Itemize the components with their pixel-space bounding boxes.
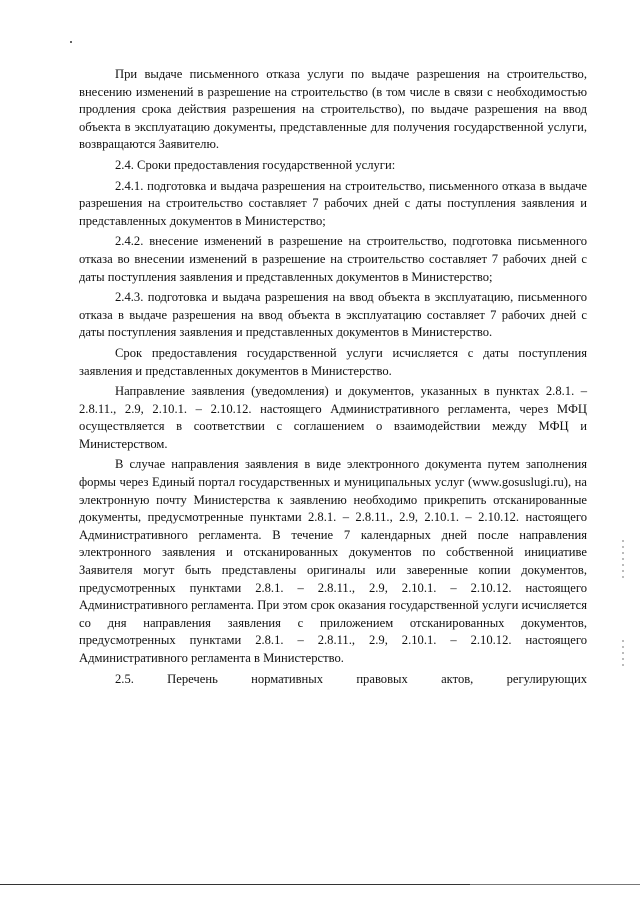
paragraph-2-4-3: 2.4.3. подготовка и выдача разрешения на ввод объекта в эксплуатацию, письменного отказа в выдаче разрешения на ввод объекта в эксплуатацию составляет 7 рабочих дней с даты поступления заявления и представленных документов в Министерство. bbox=[79, 290, 587, 340]
section-2-4-heading: 2.4. Сроки предоставления государственной услуги: bbox=[115, 157, 396, 172]
paragraph-2-4-1: 2.4.1. подготовка и выдача разрешения на строительство, письменного отказа в выдаче разрешения на строительство составляет 7 рабочих дней с даты поступления заявления и представленных документов в Министерство; bbox=[79, 178, 587, 228]
paragraph-return-documents: При выдаче письменного отказа услуги по выдаче разрешения на строительство, внесению изменений в разрешение на строительство (в том числе в связи с необходимостью продления срока действия разрешения на строительство), по выдаче разрешения на ввод объекта в эксплуатацию документы, представленные для получения государственной услуги, возвращаются Заявителю. bbox=[79, 67, 587, 152]
scan-edge-marks bbox=[622, 540, 624, 580]
paragraph-mfc-submission: Направление заявления (уведомления) и документов, указанных в пунктах 2.8.1. – 2.8.11., 2.9, 2.10.1. – 2.10.12. настоящего Административного регламента, через МФЦ осуществляется в соответствии с соглашением о взаимодействии между МФЦ и Министерством. bbox=[79, 384, 587, 451]
paragraph-2-4-2: 2.4.2. внесение изменений в разрешение на строительство, подготовка письменного отказа во внесении изменений в разрешение на строительство составляет 7 рабочих дней с даты поступления заявления и представленных документов в Министерство; bbox=[79, 234, 587, 284]
scan-edge-marks bbox=[622, 640, 624, 670]
paragraph-term-calculation: Срок предоставления государственной услуги исчисляется с даты поступления заявления и представленных документов в Министерство. bbox=[79, 345, 587, 378]
page-bottom-rule-faint bbox=[470, 884, 640, 885]
scan-speck bbox=[70, 41, 72, 43]
page-bottom-rule bbox=[0, 884, 470, 885]
paragraph-electronic-submission: В случае направления заявления в виде электронного документа путем заполнения формы через Единый портал государственных и муниципальных услуг (www.gosuslugi.ru), на электронную почту Министерства к заявлению необходимо прикрепить отсканированные документы, предусмотренные пунктами 2.8.1. – 2.8.11., 2.9, 2.10.1. – 2.10.12. настоящего Административного регламента. В течение 7 календарных дней после направления электронного заявления и отсканированных документов по собственной инициативе Заявителя могут быть представлены оригиналы или заверенные копии документов, предусмотренных пунктами 2.8.1. – 2.8.11., 2.9, 2.10.1. – 2.10.12. настоящего Административного регламента. При этом срок оказания государственной услуги исчисляется со дня направления заявления с приложением отсканированных документов, предусмотренных пунктами 2.8.1. – 2.8.11., 2.9, 2.10.1. – 2.10.12. настоящего Административного регламента в Министерство. bbox=[79, 457, 587, 665]
document-body bbox=[79, 66, 587, 691]
section-2-5-heading: 2.5. Перечень нормативных правовых актов, регулирующих bbox=[115, 671, 587, 686]
